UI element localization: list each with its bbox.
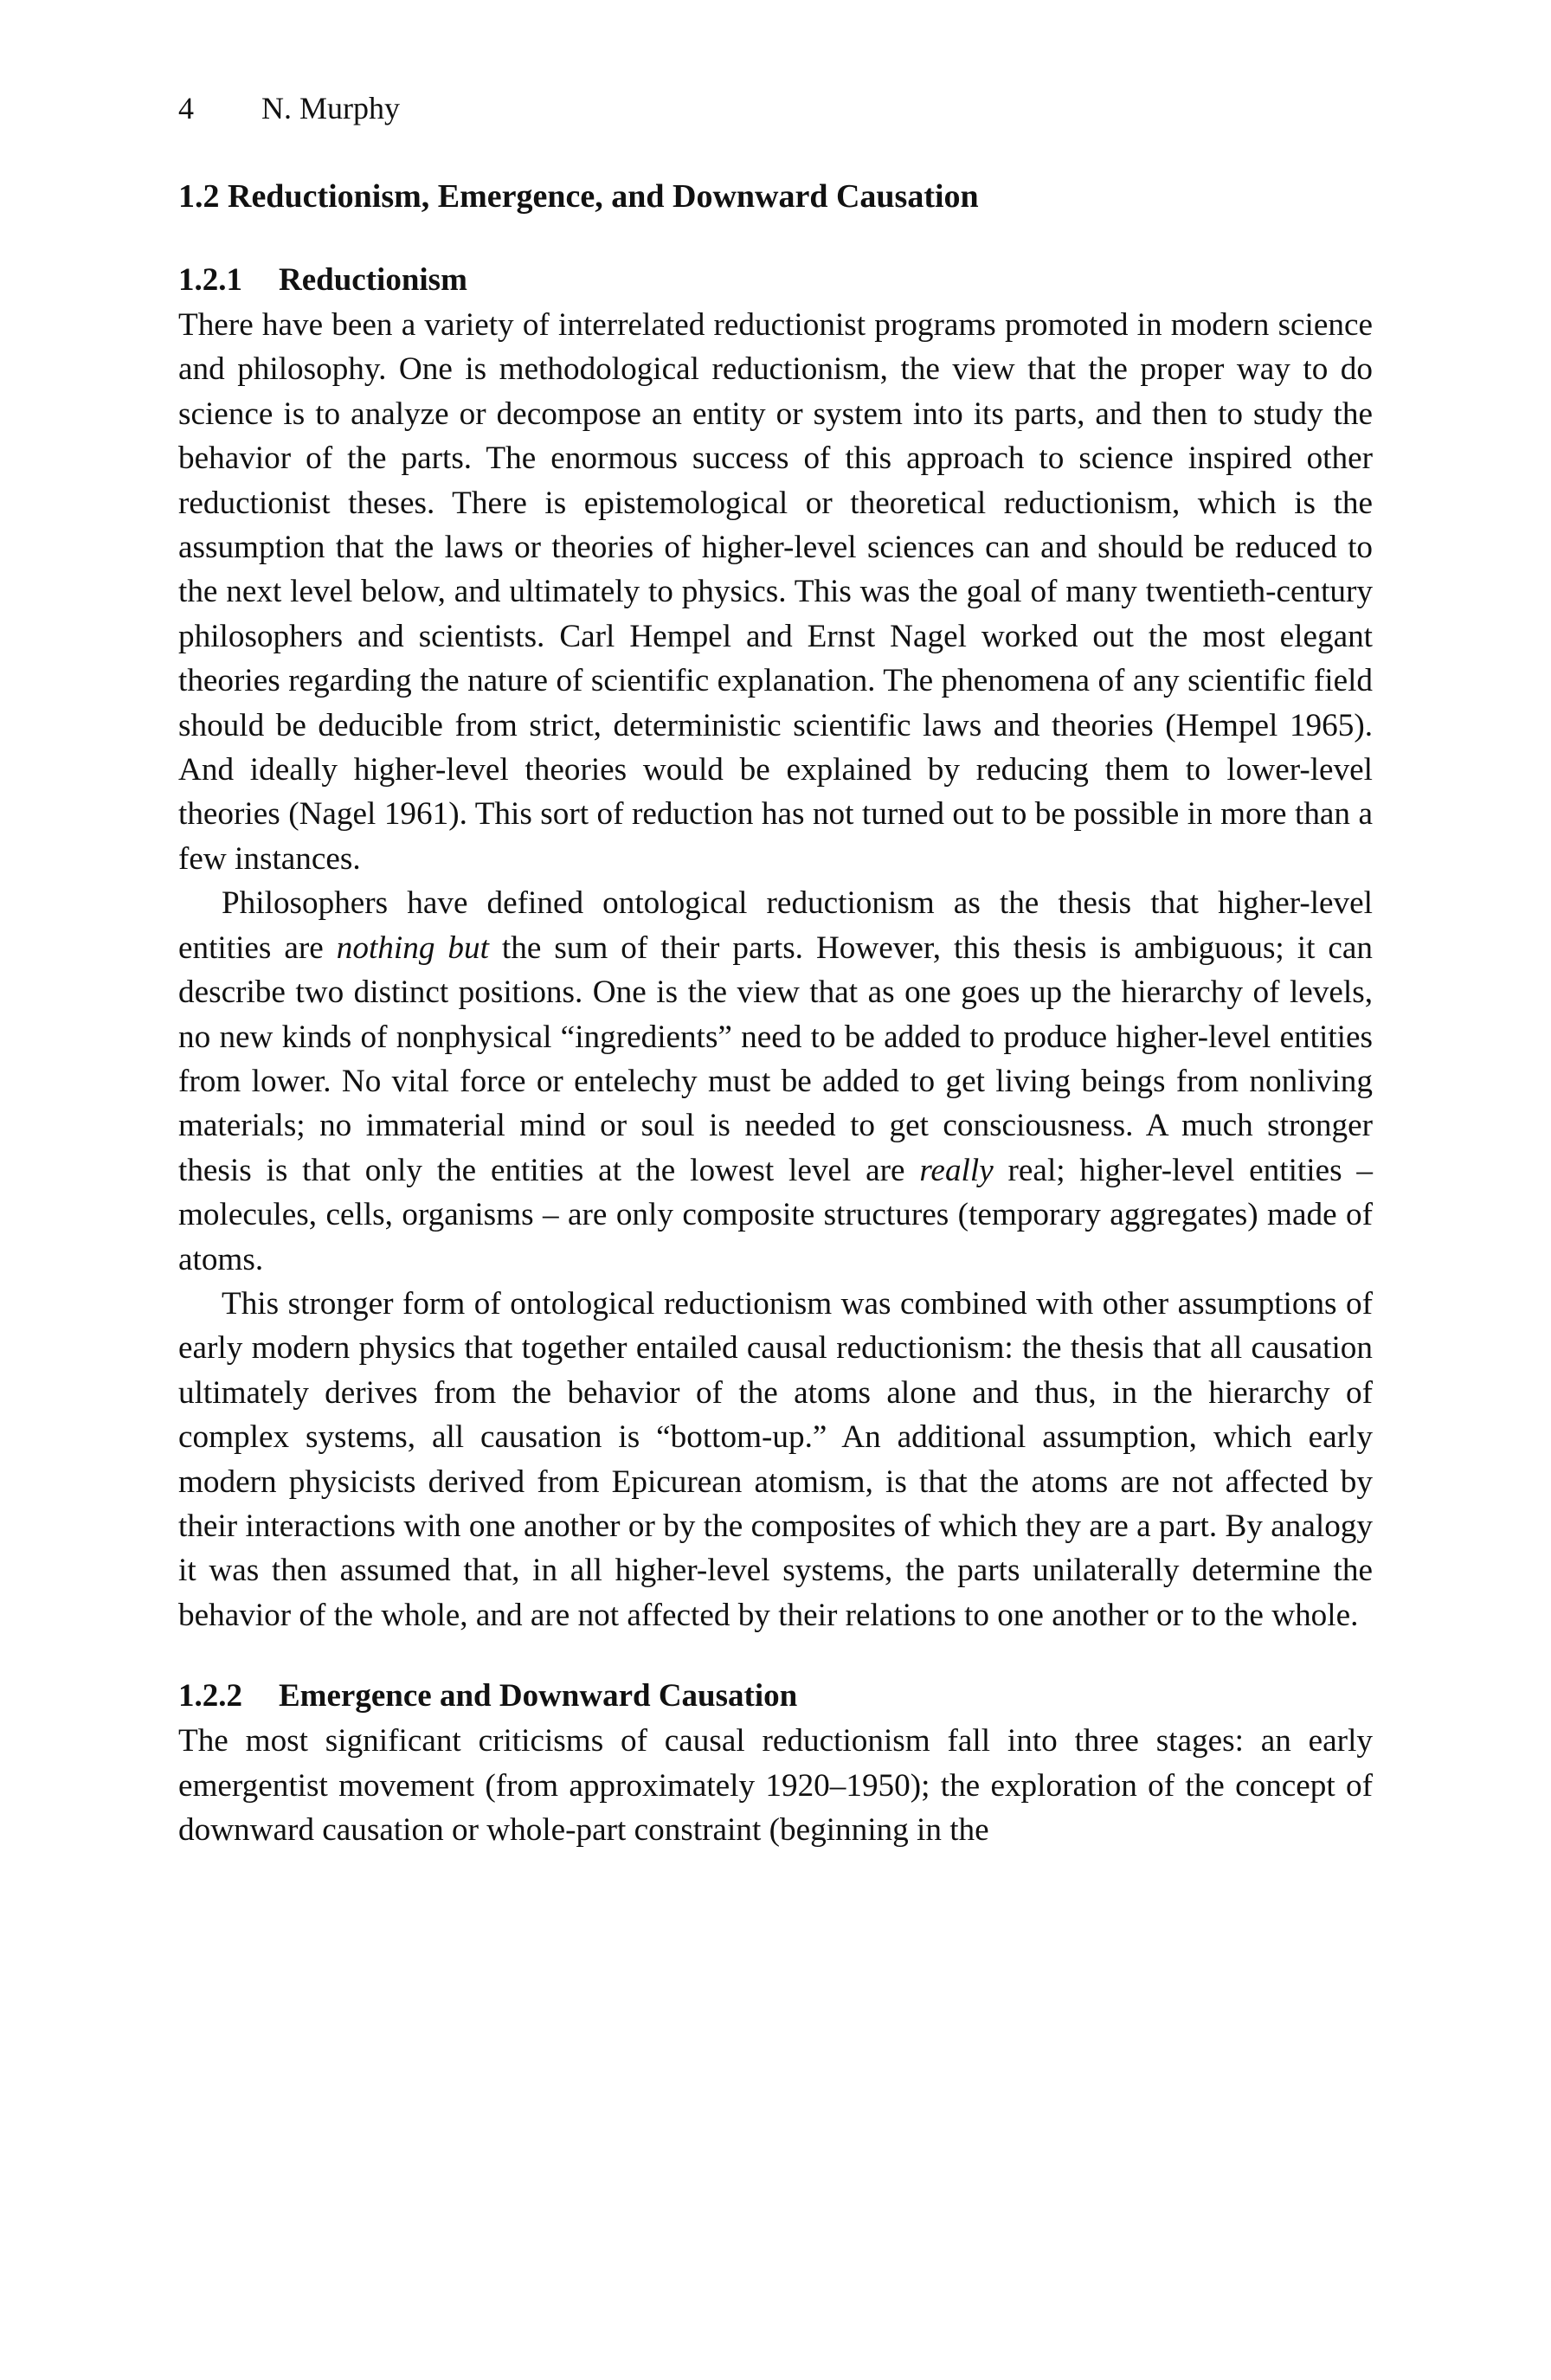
paragraph-emergence-1: The most significant criticisms of causal reductionism fall into three stages: an early emergentist movement (from approximately 1920–1950); the exploration of the concept of downward causation or whole-part constraint (beginning in the bbox=[178, 1723, 1373, 1848]
paragraph-text: Philosophers have defined ontological reductionism as the thesis that higher-level entities are bbox=[178, 885, 1373, 966]
paragraph-text: real; higher-level entities – molecules, cells, organisms – are only composite structures (temporary aggregates) made of atoms. bbox=[178, 1152, 1373, 1277]
emphasis-text: really bbox=[919, 1152, 994, 1188]
running-head-author: N. Murphy bbox=[261, 91, 400, 125]
subsection-heading-reductionism bbox=[178, 258, 1373, 303]
section-title: 1.2 Reductionism, Emergence, and Downward Causation bbox=[178, 178, 979, 215]
paragraph-reductionism-1: There have been a variety of interrelated reductionist programs promoted in modern science and philosophy. One is methodological reductionism, the view that the proper way to do science is to analyze or decompose an entity or system into its parts, and then to study the behavior of the parts. The enormous success of this approach to science inspired other reductionist theses. There is epistemological or theoretical reductionism, which is the assumption that the laws or theories of higher-level sciences can and should be reduced to the next level below, and ultimately to physics. This was the goal of many twentieth-century philosophers and scientists. Carl Hempel and Ernst Nagel worked out the most elegant theories regarding the nature of scientific explanation. The phenomena of any scientific field should be deducible from strict, deterministic scientific laws and theories (Hempel 1965). And ideally higher-level theories would be explained by reducing them to lower-level theories (Nagel 1961). This sort of reduction has not turned out to be possible in more than a few instances. bbox=[178, 307, 1373, 877]
running-head bbox=[178, 87, 1373, 130]
subsection-number: 1.2.2 bbox=[178, 1678, 242, 1714]
subsection-heading-emergence bbox=[178, 1674, 1373, 1719]
page-body bbox=[178, 87, 1373, 1852]
paragraph-reductionism-3: This stronger form of ontological reductionism was combined with other assumptions of early modern physics that together entailed causal reductionism: the thesis that all causation ultimately derives from the behavior of the atoms alone and thus, in the hierarchy of complex systems, all causation is “bottom-up.” An additional assumption, which early modern physicists derived from Epicurean atomism, is that the atoms are not affected by their interactions with one another or by the composites of which they are a part. By analogy it was then assumed that, in all higher-level systems, the parts unilaterally determine the behavior of the whole, and are not affected by their relations to one another or to the whole. bbox=[178, 1285, 1373, 1633]
subsection-title: Reductionism bbox=[279, 262, 467, 298]
paragraph-text: the sum of their parts. However, this thesis is ambiguous; it can describe two distinct positions. One is the view that as one goes up the hierarchy of levels, no new kinds of nonphysical “ingredients” need to be added to produce higher-level entities from lower. No vital force or entelechy must be added to get living beings from nonliving materials; no immaterial mind or soul is needed to get consciousness. A much stronger thesis is that only the entities at the lowest level are bbox=[178, 929, 1373, 1188]
page-number: 4 bbox=[178, 91, 194, 125]
subsection-title: Emergence and Downward Causation bbox=[279, 1678, 798, 1714]
emphasis-text: nothing but bbox=[336, 929, 489, 966]
subsection-number: 1.2.1 bbox=[178, 262, 242, 298]
paragraph-reductionism-2 bbox=[178, 881, 1373, 1282]
